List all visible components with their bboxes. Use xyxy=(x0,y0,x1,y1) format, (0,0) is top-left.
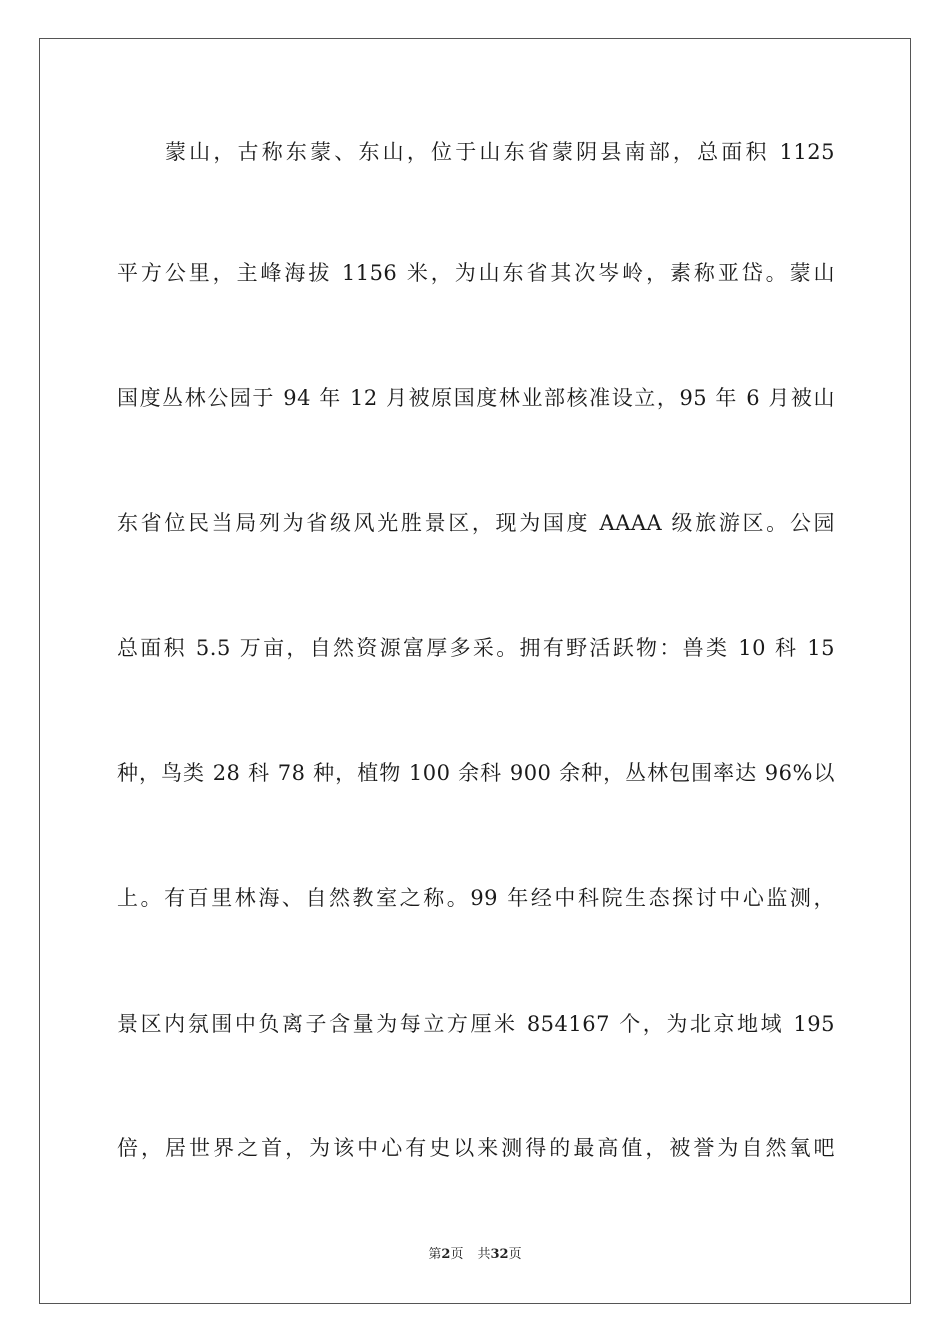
page-footer xyxy=(0,1246,950,1264)
paragraph-line: 国度丛林公园于 94 年 12 月被原国度林业部核准设立，95 年 6 月被山 xyxy=(117,386,835,410)
paragraph-line: 总面积 5.5 万亩，自然资源富厚多采。拥有野活跃物：兽类 10 科 15 xyxy=(117,636,835,660)
total-prefix: 共 xyxy=(477,1247,491,1262)
paragraph-line: 种，鸟类 28 科 78 种，植物 100 余科 900 余种，丛林包围率达 96%以 xyxy=(117,761,835,785)
paragraph-line: 东省位民当局列为省级风光胜景区，现为国度 AAAA 级旅游区。公园 xyxy=(117,511,835,535)
paragraph-line: 倍，居世界之首，为该中心有史以来测得的最高值，被誉为自然氧吧 xyxy=(117,1136,835,1160)
total-unit: 页 xyxy=(508,1247,522,1262)
paragraph-line: 蒙山，古称东蒙、东山，位于山东省蒙阴县南部，总面积 1125 xyxy=(165,140,835,164)
current-page-number: 2 xyxy=(441,1247,451,1262)
paragraph-line: 上。有百里林海、自然教室之称。99 年经中科院生态探讨中心监测， xyxy=(117,886,835,910)
page-prefix: 第 xyxy=(428,1247,442,1262)
paragraph-line: 平方公里，主峰海拔 1156 米，为山东省其次岑岭，素称亚岱。蒙山 xyxy=(117,261,835,285)
page-border xyxy=(39,38,911,1304)
page-unit: 页 xyxy=(450,1247,464,1262)
total-page-count: 32 xyxy=(490,1247,509,1262)
paragraph-line: 景区内氛围中负离子含量为每立方厘米 854167 个，为北京地域 195 xyxy=(117,1012,835,1036)
